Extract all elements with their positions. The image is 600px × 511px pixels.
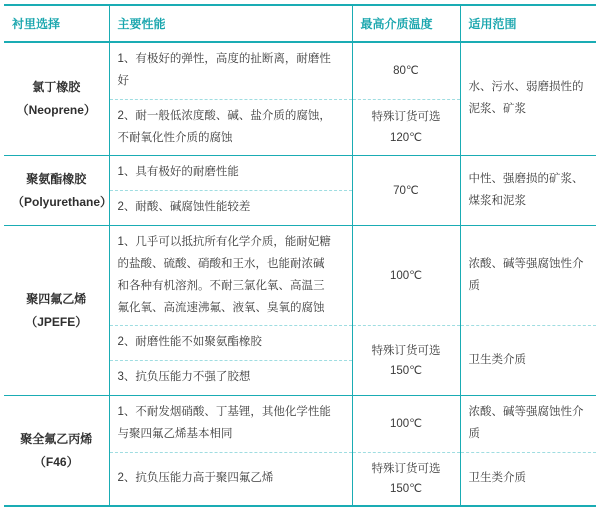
scope-cell: 卫生类介质 [460,326,596,396]
table-header-row [4,5,596,42]
performance-cell: 1、不耐发烟硝酸、丁基锂，其他化学性能 与聚四氟乙烯基本相同 [109,396,352,453]
max-temp-cell: 100℃ [352,226,460,326]
max-temp-cell: 特殊订货可选 120℃ [352,99,460,156]
material-name-line2: （F46） [33,454,79,469]
material-name-f46 [4,396,109,506]
scope-cell: 浓酸、碱等强腐蚀性介 质 [460,226,596,326]
lining-selection-table [4,4,596,507]
material-name-neoprene [4,42,109,156]
performance-cell: 1、具有极好的耐磨性能 [109,156,352,191]
scope-cell: 卫生类介质 [460,452,596,506]
scope-cell: 中性、强磨损的矿浆、 煤浆和泥浆 [460,156,596,226]
performance-cell: 2、耐磨性能不如聚氨酯橡胶 [109,326,352,361]
column-header-max-temp: 最高介质温度 [352,5,460,42]
max-temp-cell: 70℃ [352,156,460,226]
table-row [4,42,596,99]
max-temp-cell: 80℃ [352,42,460,99]
max-temp-cell: 100℃ [352,396,460,453]
column-header-lining: 衬里选择 [4,5,109,42]
material-name-jpefe [4,226,109,396]
material-name-line2: （Polyurethane） [12,194,113,209]
material-name-polyurethane [4,156,113,226]
performance-cell: 1、几乎可以抵抗所有化学介质，能耐妃糖 的盐酸、硫酸、硝酸和王水，也能耐浓碱 和各种有机溶剂。不耐三氯化氧、高温三 氟化氧、高流速沸氟、液氧、臭氧的腐蚀 [109,226,352,326]
material-name-line1: 聚氨酯橡胶 [26,171,87,186]
table-body [4,42,596,506]
performance-cell: 3、抗负压能力不强了胶想 [109,361,352,396]
scope-cell: 水、污水、弱磨损性的 泥浆、矿浆 [460,42,596,156]
material-name-line1: 聚全氟乙丙烯 [20,431,93,446]
max-temp-cell: 特殊订货可选 150℃ [352,326,460,396]
material-name-line2: （JPEFE） [25,314,88,329]
table-row [4,226,596,326]
material-name-line1: 氯丁橡胶 [32,80,81,95]
max-temp-cell: 特殊订货可选 150℃ [352,452,460,506]
material-name-line2: （Neoprene） [16,103,96,118]
material-name-line1: 聚四氟乙烯 [26,291,87,306]
column-header-scope: 适用范围 [460,5,596,42]
scope-cell: 浓酸、碱等强腐蚀性介 质 [460,396,596,453]
performance-cell: 2、抗负压能力高于聚四氟乙烯 [109,452,352,506]
column-header-performance: 主要性能 [109,5,352,42]
performance-cell: 2、耐酸、碱腐蚀性能较差 [109,191,352,226]
performance-cell: 1、有极好的弹性，高度的扯断离，耐磨性 好 [109,42,352,99]
table-row [4,396,596,453]
table-row [4,156,596,191]
table-header [4,5,596,42]
performance-cell: 2、耐一般低浓度酸、碱、盐介质的腐蚀， 不耐氧化性介质的腐蚀 [109,99,352,156]
